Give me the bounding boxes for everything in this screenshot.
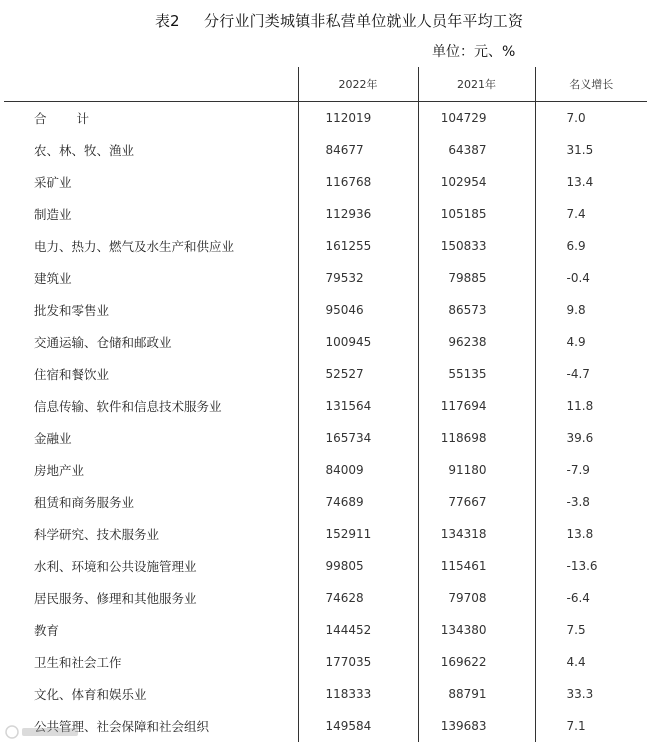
industry-cell: 住宿和餐饮业 — [4, 358, 298, 390]
industry-cell: 租赁和商务服务业 — [4, 486, 298, 518]
industry-cell: 水利、环境和公共设施管理业 — [4, 550, 298, 582]
industry-cell: 信息传输、软件和信息技术服务业 — [4, 390, 298, 422]
value-2022-cell: 161255 — [298, 230, 418, 262]
value-2021-cell: 118698 — [418, 422, 535, 454]
header-growth: 名义增长 — [535, 67, 647, 102]
table-number: 表2 — [155, 12, 180, 30]
value-2022-cell: 144452 — [298, 614, 418, 646]
value-2022-cell: 112936 — [298, 198, 418, 230]
growth-cell: -3.8 — [566, 495, 590, 509]
table-row — [4, 134, 647, 166]
growth-cell: 9.8 — [566, 303, 586, 317]
industry-cell: 采矿业 — [4, 166, 298, 198]
growth-cell: -0.4 — [566, 271, 590, 285]
value-2021-cell: 104729 — [418, 102, 535, 135]
table-row — [4, 710, 647, 742]
industry-cell: 卫生和社会工作 — [4, 646, 298, 678]
value-2021-cell: 79708 — [418, 582, 535, 614]
growth-cell: 4.4 — [566, 655, 586, 669]
value-2021-cell: 150833 — [418, 230, 535, 262]
value-2021-cell: 169622 — [418, 646, 535, 678]
value-2022-cell: 116768 — [298, 166, 418, 198]
value-2022-cell: 165734 — [298, 422, 418, 454]
wage-table — [4, 67, 647, 742]
growth-cell: 11.8 — [566, 399, 594, 413]
industry-cell: 金融业 — [4, 422, 298, 454]
industry-cell: 公共管理、社会保障和社会组织 — [4, 710, 298, 742]
industry-cell: 科学研究、技术服务业 — [4, 518, 298, 550]
value-2022-cell: 149584 — [298, 710, 418, 742]
growth-cell: -7.9 — [566, 463, 590, 477]
value-2021-cell: 64387 — [418, 134, 535, 166]
growth-cell: 13.8 — [566, 527, 594, 541]
growth-cell: -6.4 — [566, 591, 590, 605]
growth-cell: 31.5 — [566, 143, 594, 157]
industry-cell: 教育 — [4, 614, 298, 646]
industry-cell: 交通运输、仓储和邮政业 — [4, 326, 298, 358]
value-2022-cell: 84677 — [298, 134, 418, 166]
industry-cell: 房地产业 — [4, 454, 298, 486]
table-row — [4, 678, 647, 710]
header-industry — [4, 67, 298, 102]
value-2022-cell: 74628 — [298, 582, 418, 614]
growth-cell: 7.4 — [566, 207, 586, 221]
industry-cell: 农、林、牧、渔业 — [4, 134, 298, 166]
value-2022-cell: 84009 — [298, 454, 418, 486]
table-row-total — [4, 102, 647, 135]
value-2021-cell: 79885 — [418, 262, 535, 294]
value-2021-cell: 55135 — [418, 358, 535, 390]
value-2022-cell: 177035 — [298, 646, 418, 678]
growth-cell: 33.3 — [566, 687, 594, 701]
table-row — [4, 486, 647, 518]
growth-cell: 7.1 — [566, 719, 586, 733]
total-label: 合计 — [34, 111, 120, 126]
value-2021-cell: 105185 — [418, 198, 535, 230]
table-row — [4, 454, 647, 486]
growth-cell: -4.7 — [566, 367, 590, 381]
value-2022-cell: 74689 — [298, 486, 418, 518]
table-row — [4, 230, 647, 262]
value-2022-cell: 118333 — [298, 678, 418, 710]
value-2021-cell: 86573 — [418, 294, 535, 326]
industry-cell: 居民服务、修理和其他服务业 — [4, 582, 298, 614]
value-2021-cell: 115461 — [418, 550, 535, 582]
industry-cell: 文化、体育和娱乐业 — [4, 678, 298, 710]
header-row — [4, 67, 647, 102]
value-2021-cell: 139683 — [418, 710, 535, 742]
industry-cell: 批发和零售业 — [4, 294, 298, 326]
value-2021-cell: 77667 — [418, 486, 535, 518]
table-row — [4, 550, 647, 582]
value-2021-cell: 88791 — [418, 678, 535, 710]
value-2022-cell: 100945 — [298, 326, 418, 358]
value-2022-cell: 95046 — [298, 294, 418, 326]
table-row — [4, 326, 647, 358]
growth-cell: 4.9 — [566, 335, 586, 349]
table-row — [4, 614, 647, 646]
industry-cell: 电力、热力、燃气及水生产和供应业 — [4, 230, 298, 262]
value-2022-cell: 131564 — [298, 390, 418, 422]
growth-cell: 7.5 — [566, 623, 586, 637]
growth-cell: -13.6 — [566, 559, 598, 573]
value-2021-cell: 117694 — [418, 390, 535, 422]
table-row — [4, 422, 647, 454]
table-row — [4, 646, 647, 678]
header-2022: 2022年 — [298, 67, 418, 102]
table-row — [4, 390, 647, 422]
growth-cell: 6.9 — [566, 239, 586, 253]
header-2021: 2021年 — [418, 67, 535, 102]
table-row — [4, 294, 647, 326]
table-row — [4, 198, 647, 230]
growth-cell: 13.4 — [566, 175, 594, 189]
unit-note: 单位：元、% — [432, 44, 516, 60]
table-row — [4, 358, 647, 390]
value-2022-cell: 99805 — [298, 550, 418, 582]
value-2022-cell: 152911 — [298, 518, 418, 550]
industry-cell: 建筑业 — [4, 262, 298, 294]
value-2021-cell: 134318 — [418, 518, 535, 550]
table-row — [4, 518, 647, 550]
value-2021-cell: 91180 — [418, 454, 535, 486]
table-row — [4, 262, 647, 294]
industry-cell — [4, 102, 298, 135]
table-row — [4, 582, 647, 614]
industry-cell: 制造业 — [4, 198, 298, 230]
table-title-text: 分行业门类城镇非私营单位就业人员年平均工资 — [204, 12, 524, 30]
value-2022-cell: 112019 — [298, 102, 418, 135]
value-2022-cell: 52527 — [298, 358, 418, 390]
growth-cell: 7.0 — [566, 111, 586, 125]
value-2021-cell: 96238 — [418, 326, 535, 358]
table-row — [4, 166, 647, 198]
growth-cell: 39.6 — [566, 431, 594, 445]
value-2021-cell: 134380 — [418, 614, 535, 646]
value-2022-cell: 79532 — [298, 262, 418, 294]
value-2021-cell: 102954 — [418, 166, 535, 198]
